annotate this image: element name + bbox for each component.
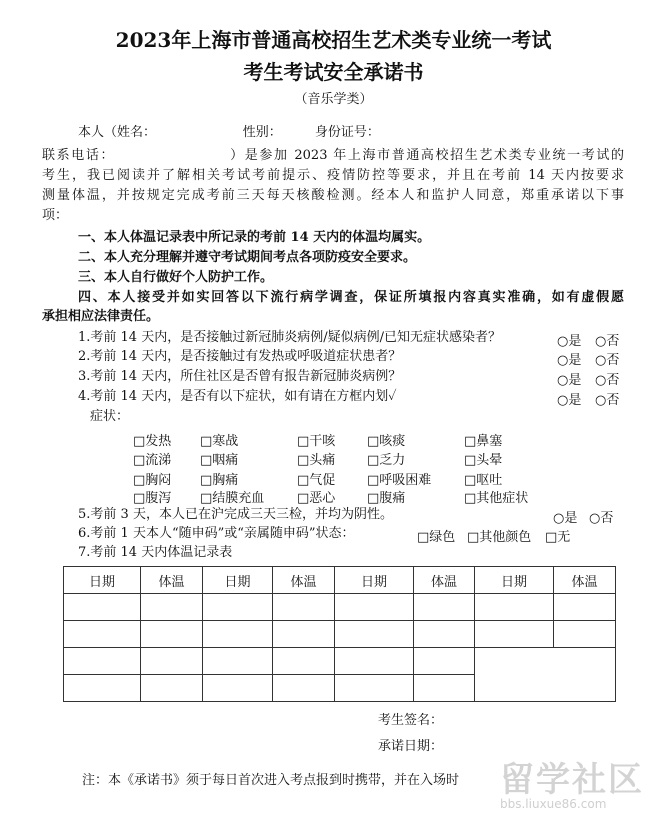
table-cell[interactable] xyxy=(273,621,335,648)
table-cell[interactable] xyxy=(335,594,414,621)
intro-line: 项： xyxy=(42,208,69,223)
pledge-item: 二、本人充分理解并遵守考试期间考点各项防疫安全要求。 xyxy=(78,250,417,265)
symptom-checkbox[interactable]: □寒战 xyxy=(200,434,239,449)
question-7: 7.考前 14 天内体温记录表 xyxy=(78,545,233,560)
table-cell[interactable] xyxy=(554,621,616,648)
table-cell[interactable] xyxy=(414,675,475,702)
q6-other-color-checkbox[interactable]: □其他颜色 xyxy=(467,530,532,545)
header-temperature: 体温 xyxy=(414,567,475,594)
q4-no-radio[interactable]: ○否 xyxy=(595,393,620,408)
table-cell[interactable] xyxy=(414,594,475,621)
symptom-checkbox[interactable]: □腹痛 xyxy=(367,491,406,506)
symptom-checkbox[interactable]: □胸痛 xyxy=(200,473,239,488)
symptom-checkbox[interactable]: □气促 xyxy=(297,473,336,488)
table-cell[interactable] xyxy=(64,621,141,648)
category-subtitle: （音乐学类） xyxy=(294,92,373,107)
intro-line: 联系电话： ）是参加 2023 年上海市普通高校招生艺术类专业统一考试的 xyxy=(42,148,624,163)
question-3: 3.考前 14 天内，所住社区是否曾有报告新冠肺炎病例？ xyxy=(78,369,402,384)
symptom-checkbox[interactable]: □头痛 xyxy=(297,453,336,468)
footnote: 注：本《承诺书》须于每日首次进入考点报到时携带，并在入场时 xyxy=(82,773,460,788)
q2-no-radio[interactable]: ○否 xyxy=(595,353,620,368)
pledge-item: 四、本人接受并如实回答以下流行病学调查，保证所填报内容真实准确，如有虚假愿 xyxy=(78,290,624,305)
q6-none-checkbox[interactable]: □无 xyxy=(545,530,571,545)
symptom-checkbox[interactable]: □流涕 xyxy=(133,453,172,468)
table-header-row xyxy=(64,567,616,594)
pledge-item: 承担相应法律责任。 xyxy=(42,309,160,324)
table-row xyxy=(64,594,616,621)
symptom-checkbox[interactable]: □咳痰 xyxy=(367,434,406,449)
table-cell[interactable] xyxy=(475,621,554,648)
header-date: 日期 xyxy=(335,567,414,594)
q3-no-radio[interactable]: ○否 xyxy=(595,373,620,388)
symptom-checkbox[interactable]: □呼吸困难 xyxy=(367,473,432,488)
table-cell[interactable] xyxy=(335,675,414,702)
q1-no-radio[interactable]: ○否 xyxy=(595,334,620,349)
q4-yes-radio[interactable]: ○是 xyxy=(557,393,582,408)
intro-line: 测量体温，并按规定完成考前三天每天核酸检测。经本人和监护人同意，郑重承诺以下事 xyxy=(42,188,624,203)
intro-line: 本人（姓名： 性别： 身份证号： xyxy=(78,125,380,140)
symptom-checkbox[interactable]: □干咳 xyxy=(297,434,336,449)
table-cell[interactable] xyxy=(64,675,141,702)
table-row xyxy=(64,621,616,648)
q5-no-radio[interactable]: ○否 xyxy=(589,511,614,526)
watermark-logo xyxy=(500,752,644,811)
table-row xyxy=(64,648,616,675)
symptom-checkbox[interactable]: □呕吐 xyxy=(464,473,503,488)
symptom-checkbox[interactable]: □胸闷 xyxy=(133,473,172,488)
table-cell[interactable] xyxy=(141,648,203,675)
q1-yes-radio[interactable]: ○是 xyxy=(557,334,582,349)
symptom-checkbox[interactable]: □鼻塞 xyxy=(464,434,503,449)
pledge-item: 一、本人体温记录表中所记录的考前 14 天内的体温均属实。 xyxy=(78,230,431,245)
q2-yes-radio[interactable]: ○是 xyxy=(557,353,582,368)
table-cell[interactable] xyxy=(414,648,475,675)
pledge-date-label: 承诺日期： xyxy=(378,739,444,754)
table-cell[interactable] xyxy=(141,621,203,648)
table-cell[interactable] xyxy=(203,675,273,702)
q6-green-checkbox[interactable]: □绿色 xyxy=(417,530,456,545)
symptom-checkbox[interactable]: □腹泻 xyxy=(133,491,172,506)
table-cell[interactable] xyxy=(335,648,414,675)
header-date: 日期 xyxy=(475,567,554,594)
symptom-checkbox[interactable]: □咽痛 xyxy=(200,453,239,468)
table-cell[interactable] xyxy=(335,621,414,648)
header-temperature: 体温 xyxy=(554,567,616,594)
question-2: 2.考前 14 天内，是否接触过有发热或呼吸道症状患者？ xyxy=(78,349,402,364)
table-cell[interactable] xyxy=(273,648,335,675)
table-cell[interactable] xyxy=(203,621,273,648)
table-cell[interactable] xyxy=(64,594,141,621)
symptom-checkbox[interactable]: □发热 xyxy=(133,434,172,449)
question-1: 1.考前 14 天内，是否接触过新冠肺炎病例/疑似病例/已知无症状感染者？ xyxy=(78,330,501,345)
header-temperature: 体温 xyxy=(273,567,335,594)
symptom-checkbox[interactable]: □结膜充血 xyxy=(200,491,265,506)
table-cell[interactable] xyxy=(141,594,203,621)
header-temperature: 体温 xyxy=(141,567,203,594)
question-4: 4.考前 14 天内，是否有以下症状，如有请在方框内划✓ xyxy=(78,389,397,404)
title-line1: 2023年上海市普通高校招生艺术类专业统一考试 xyxy=(115,28,552,52)
temperature-record-table xyxy=(63,566,616,702)
question-5: 5.考前 3 天，本人已在沪完成三天三检，并均为阴性。 xyxy=(78,507,393,522)
table-cell[interactable] xyxy=(475,594,554,621)
symptom-checkbox[interactable]: □头晕 xyxy=(464,453,503,468)
table-cell[interactable] xyxy=(141,675,203,702)
symptom-checkbox[interactable]: □乏力 xyxy=(367,453,406,468)
merged-empty-cell xyxy=(475,648,616,702)
watermark-text: 留学社区 xyxy=(500,760,644,800)
symptoms-label: 症状： xyxy=(90,409,130,424)
table-cell[interactable] xyxy=(414,621,475,648)
symptom-checkbox[interactable]: □其他症状 xyxy=(464,491,529,506)
table-cell[interactable] xyxy=(203,648,273,675)
header-date: 日期 xyxy=(203,567,273,594)
table-cell[interactable] xyxy=(273,594,335,621)
signature-label: 考生签名： xyxy=(378,713,444,728)
title-line2: 考生考试安全承诺书 xyxy=(243,60,424,84)
q3-yes-radio[interactable]: ○是 xyxy=(557,373,582,388)
watermark-url: bbs.liuxue86.com xyxy=(500,797,607,811)
table-cell[interactable] xyxy=(64,648,141,675)
intro-line: 考生，我已阅读并了解相关考试考前提示、疫情防控等要求，并且在考前 14 天内按要求 xyxy=(42,168,624,183)
q5-yes-radio[interactable]: ○是 xyxy=(553,511,578,526)
table-cell[interactable] xyxy=(203,594,273,621)
header-date: 日期 xyxy=(64,567,141,594)
table-cell[interactable] xyxy=(554,594,616,621)
pledge-item: 三、本人自行做好个人防护工作。 xyxy=(78,270,274,285)
question-6: 6.考前 1 天本人“随申码”或“亲属随申码”状态： xyxy=(78,526,355,541)
symptom-checkbox[interactable]: □恶心 xyxy=(297,491,336,506)
table-cell[interactable] xyxy=(273,675,335,702)
